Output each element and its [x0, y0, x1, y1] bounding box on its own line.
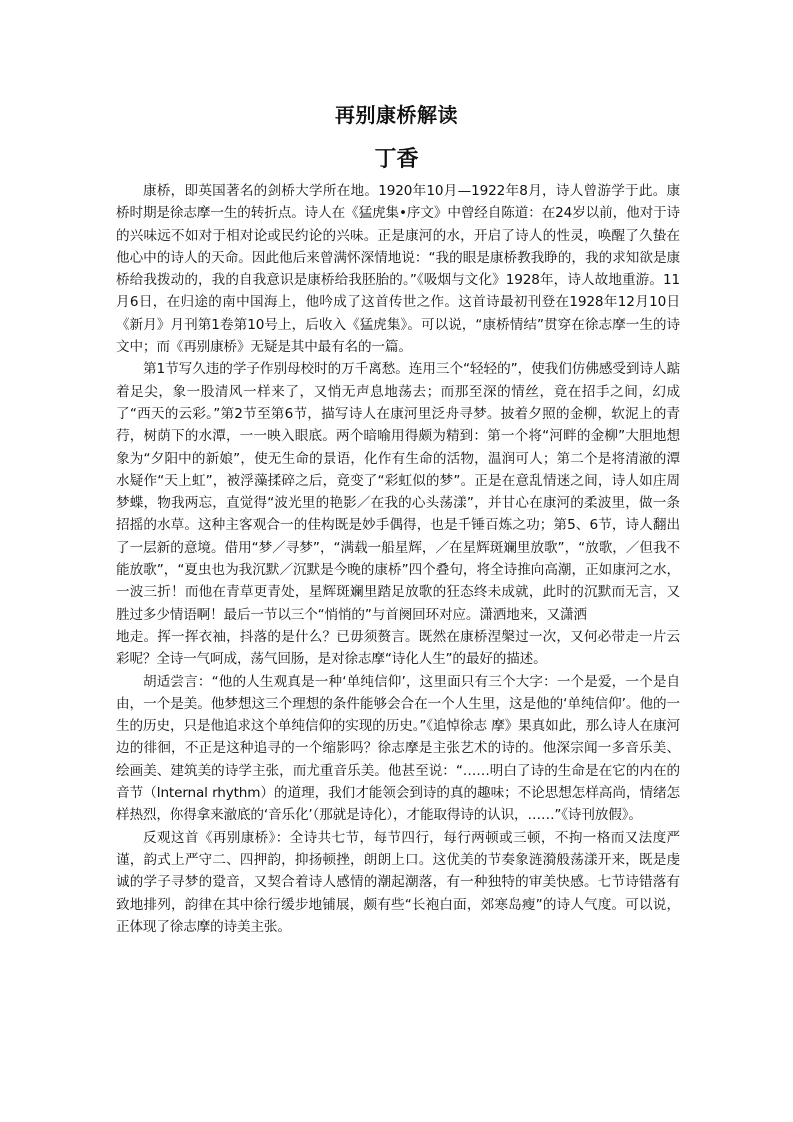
paragraph-intro: 康桥，即英国著名的剑桥大学所在地。1920年10月—1922年8月，诗人曾游学于此。康桥时期是徐志摩一生的转折点。诗人在《猛虎集•序文》中曾经自陈道：在24岁以前，他对于诗的兴味远不如对于相对论或民约论的兴味。正是康河的水，开启了诗人的性灵，唤醒了久蛰在他心中的诗人的天命。因此他后来曾满怀深情地说：“我的眼是康桥教我睁的，我的求知欲是康桥给我拨动的，我的自我意识是康桥给我胚胎的。”《吸烟与文化》1928年，诗人故地重游。11月6日，在归途的南中国海上，他吟成了这首传世之作。这首诗最初刊登在1928年12月10日《新月》月刊第1卷第10号上，后收入《猛虎集》。可以说，“康桥情结”贯穿在徐志摩一生的诗文中；而《再别康桥》无疑是其中最有名的一篇。	[116, 183, 680, 356]
document-title: 再别康桥解读	[335, 103, 458, 127]
paragraph-stanza-analysis-continued: 地走。挥一挥衣袖，抖落的是什么？已毋须赘言。既然在康桥涅槃过一次，又何必带走一片云彩呢？全诗一气呵成，荡气回肠，是对徐志摩“诗化人生”的最好的描述。	[116, 628, 680, 668]
paragraph-hu-shi-quote: 胡适尝言：“他的人生观真是一种‘单纯信仰’，这里面只有三个大字：一个是爱，一个是自由，一个是美。他梦想这三个理想的条件能够会合在一个人生里，这是他的‘单纯信仰’。他的一生的历史，只是他追求这个单纯信仰的实现的历史。”《追悼徐志 摩》果真如此，那么诗人在康河边的徘徊，不正是这种追寻的一个缩影吗？徐志摩是主张艺术的诗的。他深宗闻一多音乐美、绘画美、建筑美的诗学主张，而尤重音乐美。他甚至说：“……明白了诗的生命是在它的内在的音节（Internal rhythm）的道理，我们才能领会到诗的真的趣味；不论思想怎样高尚，情绪怎样热烈，你得拿来澈底的‘音乐化’（那就是诗化），才能取得诗的认识，……”《诗刊放假》。	[116, 673, 680, 824]
paragraph-form-analysis: 反观这首《再别康桥》：全诗共七节，每节四行，每行两顿或三顿，不拘一格而又法度严谨，韵式上严守二、四押韵，抑扬顿挫，朗朗上口。这优美的节奏象涟漪般荡漾开来，既是虔诚的学子寻梦的跫音，又契合着诗人感情的潮起潮落，有一种独特的审美快感。七节诗错落有致地排列，韵律在其中徐行缓步地铺展，颇有些“长袍白面，郊寒岛瘦”的诗人气度。可以说，正体现了徐志摩的诗美主张。	[116, 829, 680, 935]
paragraph-stanza-analysis: 第1节写久违的学子作别母校时的万千离愁。连用三个“轻轻的”，使我们仿佛感受到诗人踮着足尖，象一股清风一样来了，又悄无声息地荡去；而那至深的情丝，竟在招手之间，幻成了“西天的云彩。”第2节至第6节，描写诗人在康河里泛舟寻梦。披着夕照的金柳，软泥上的青荇，树荫下的水潭，一一映入眼底。两个暗喻用得颇为精到：第一个将“河畔的金柳”大胆地想象为“夕阳中的新娘”，使无生命的景语，化作有生命的活物，温润可人；第二个是将清澈的潭水疑作“天上虹”，被浮藻揉碎之后，竟变了“彩虹似的梦”。正是在意乱情迷之间，诗人如庄周梦蝶，物我两忘，直觉得“波光里的艳影／在我的心头荡漾”，并甘心在康河的柔波里，做一条招摇的水草。这种主客观合一的佳构既是妙手偶得，也是千锤百炼之功；第5、6节，诗人翻出了一层新的意境。借用“梦／寻梦”，“满载一船星辉，／在星辉斑斓里放歌”，“放歌，／但我不能放歌”，“夏虫也为我沉默／沉默是今晚的康桥”四个叠句，将全诗推向高潮，正如康河之水，一波三折！而他在青草更青处，星辉斑斓里踏足放歌的狂态终未成就，此时的沉默而无言，又胜过多少情语啊！最后一节以三个“悄悄的”与首阕回环对应。潇洒地来，又潇洒	[116, 361, 680, 623]
article-body	[116, 180, 680, 938]
author-name: 丁香	[374, 147, 419, 172]
